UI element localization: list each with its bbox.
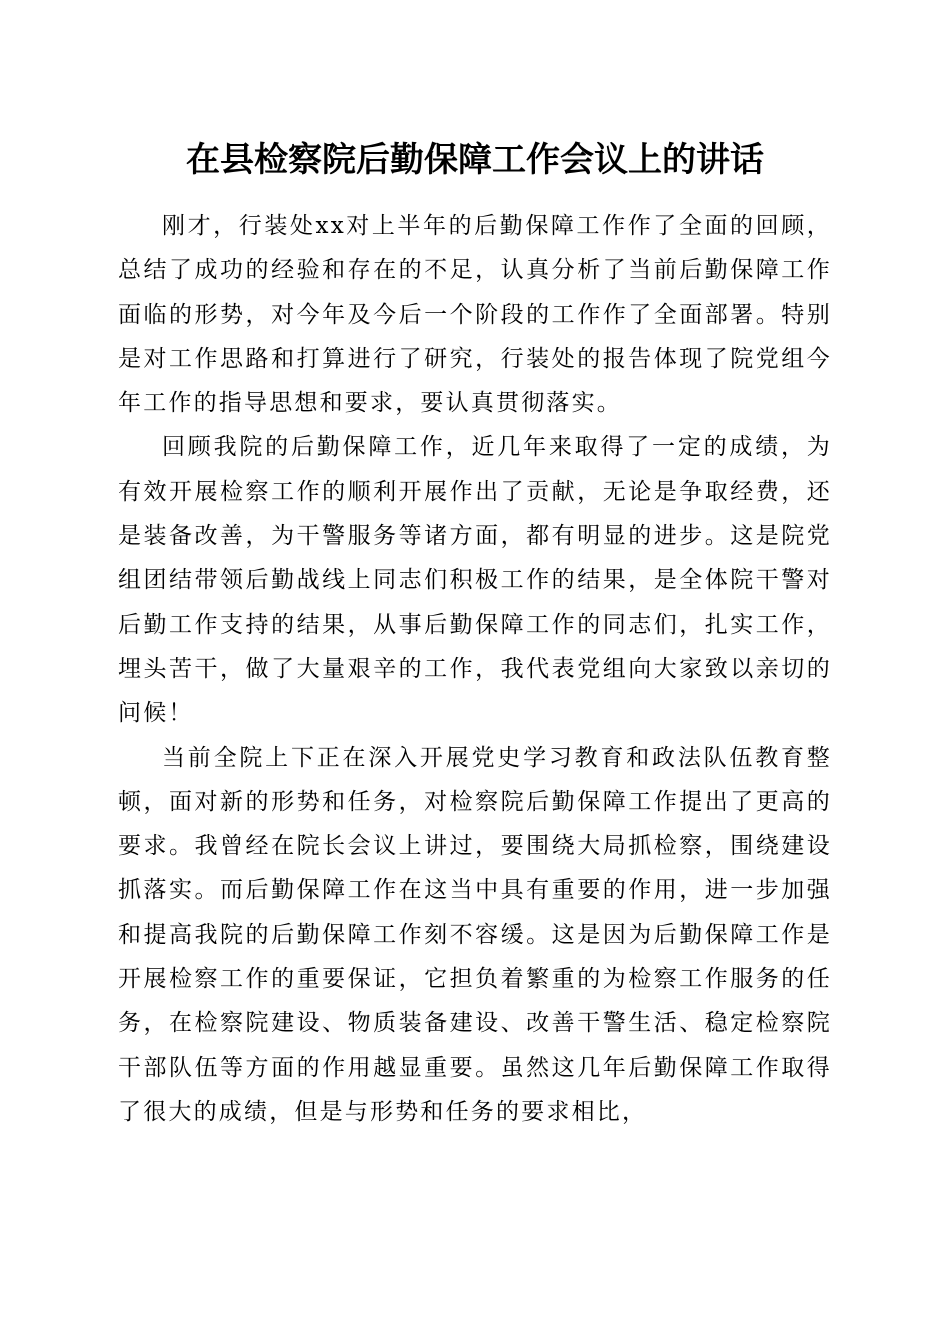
document-title: 在县检察院后勤保障工作会议上的讲话 — [186, 140, 764, 180]
paragraph-1: 刚才，行装处xx对上半年的后勤保障工作作了全面的回顾，总结了成功的经验和存在的不足，认真分析了当前后勤保障工作面临的形势，对今年及今后一个阶段的工作作了全面部署。特别是对工作思路和打算进行了研究，行装处的报告体现了院党组今年工作的指导思想和要求，要认真贯彻落实。 — [118, 213, 832, 417]
paragraph-3: 当前全院上下正在深入开展党史学习教育和政法队伍教育整顿，面对新的形势和任务，对检察院后勤保障工作提出了更高的要求。我曾经在院长会议上讲过，要围绕大局抓检察，围绕建设抓落实。而后勤保障工作在这当中具有重要的作用，进一步加强和提高我院的后勤保障工作刻不容缓。这是因为后勤保障工作是开展检察工作的重要保证，它担负着繁重的为检察工作服务的任务，在检察院建设、物质装备建设、改善干警生活、稳定检察院干部队伍等方面的作用越显重要。虽然这几年后勤保障工作取得了很大的成绩，但是与形势和任务的要求相比， — [118, 744, 832, 1125]
document-body — [118, 204, 832, 1134]
paragraph-2: 回顾我院的后勤保障工作，近几年来取得了一定的成绩，为有效开展检察工作的顺利开展作出了贡献，无论是争取经费，还是装备改善，为干警服务等诸方面，都有明显的进步。这是院党组团结带领后勤战线上同志们积极工作的结果，是全体院干警对后勤工作支持的结果，从事后勤保障工作的同志们，扎实工作，埋头苦干，做了大量艰辛的工作，我代表党组向大家致以亲切的问候！ — [118, 434, 832, 727]
